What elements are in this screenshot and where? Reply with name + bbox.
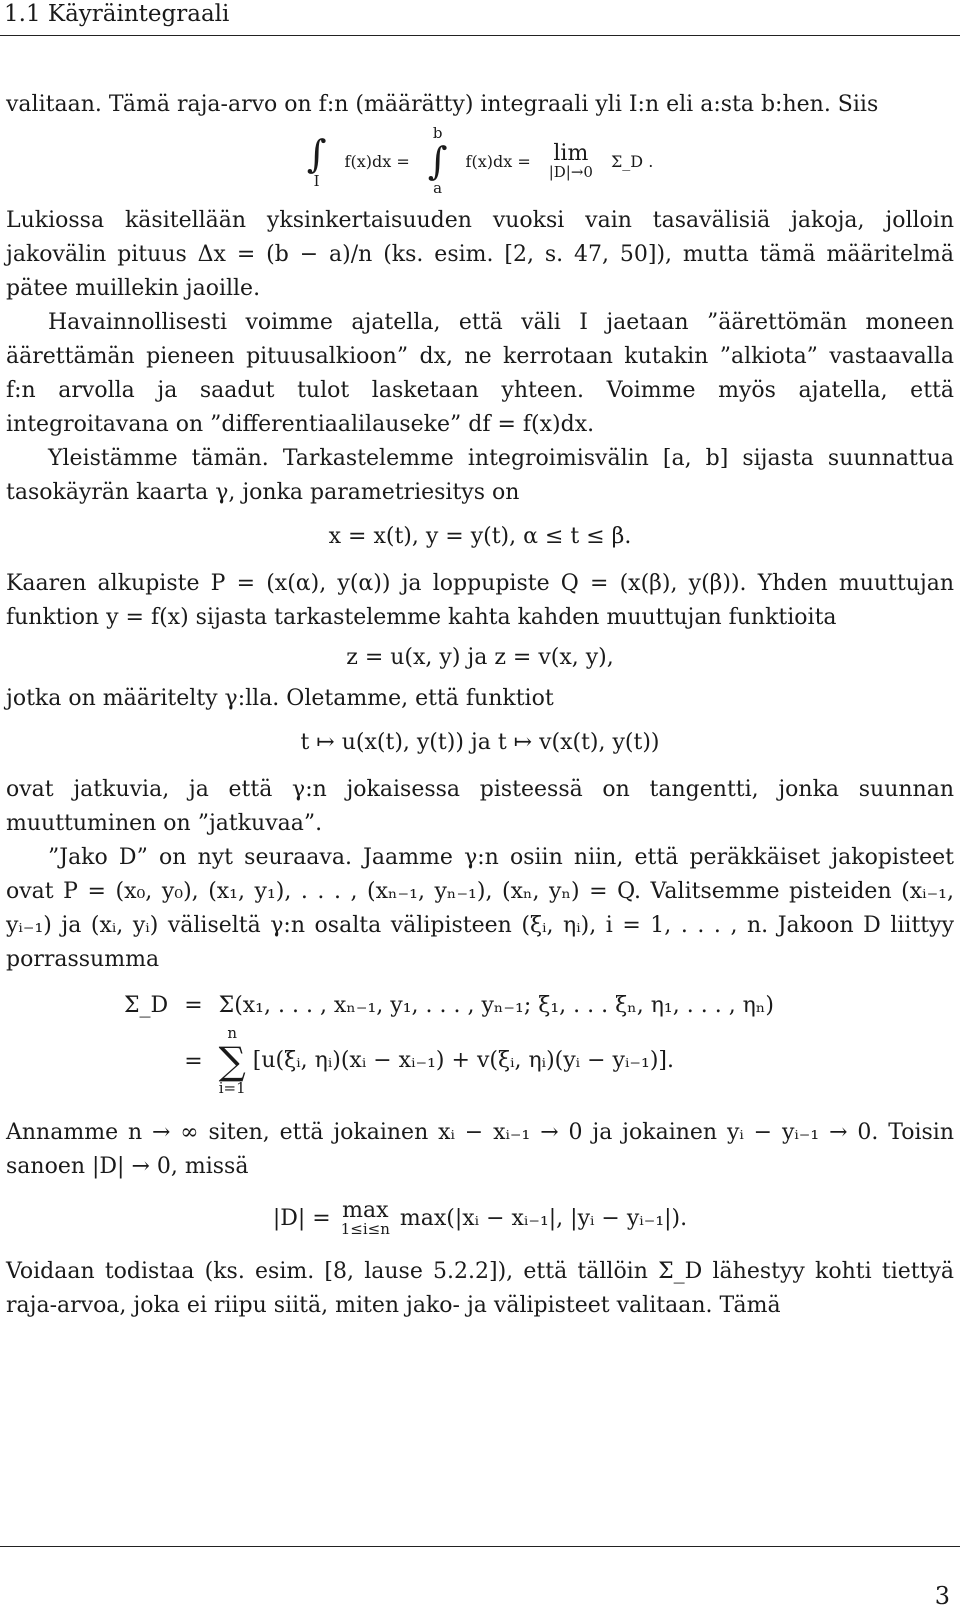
sum-body: [u(ξᵢ, ηᵢ)(xᵢ − xᵢ₋₁) + v(ξᵢ, ηᵢ)(yᵢ − yᵢ₋₁)]. <box>252 1048 674 1073</box>
norm-equation: |D| = max 1≤i≤n max(|xᵢ − xᵢ₋₁|, |yᵢ − yᵢ₋₁|). <box>272 1198 688 1238</box>
integral-sign-icon: ∫ <box>306 131 327 176</box>
integrand-2: f(x)dx = <box>465 151 531 171</box>
integral-equation <box>6 126 954 196</box>
section-title: 1.1 Käyräintegraali <box>4 1 230 27</box>
paragraph-8: ”Jako D” on nyt seuraava. Jaamme γ:n osiin niin, että peräkkäiset jakopisteet ovat P = (x₀, y₀), (x₁, y₁), . . . , (xₙ₋₁, yₙ₋₁), (xₙ, yₙ) = Q. Valitsemme pisteiden (xᵢ₋₁, yᵢ₋₁) ja (xᵢ, yᵢ) väliseltä γ:n osalta välipisteen (ξᵢ, ηᵢ), i = 1, . . . , n. Jakoon D liittyy porrassumma <box>6 845 954 972</box>
integrand-1: f(x)dx = <box>344 151 410 171</box>
paragraph-3: Havainnollisesti voimme ajatella, että väli I jaetaan ”äärettömän moneen äärettämän pieneen pituusalkioon” dx, ne kerrotaan kutakin ”alkiota” vastaavalla f:n arvolla ja saadut tulot lasketaan yhteen. Voimme myös ajatella, että integroitavana on ”differentiaalilauseke” df = f(x)dx. <box>6 310 954 437</box>
limit: lim |D|→0 <box>548 140 593 181</box>
paragraph-6: jotka on määritelty γ:lla. Oletamme, että funktiot <box>6 686 554 711</box>
sum-row-2 <box>211 1022 782 1100</box>
paragraph-10: Voidaan todistaa (ks. esim. [8, lause 5.2.2]), että tällöin Σ_D lähestyy kohti tiettyä raja-arvoa, joka ei riipu siitä, miten jako- ja välipisteet valitaan. Tämä <box>6 1259 954 1318</box>
sum-lhs: Σ_D <box>124 993 169 1018</box>
composite-functions: t ↦ u(x(t), y(t)) ja t ↦ v(x(t), y(t)) <box>300 730 660 755</box>
integral-a-to-b: b ∫ a <box>427 124 448 197</box>
equals-sign: = <box>184 993 203 1018</box>
equals-sign: = <box>184 1048 203 1074</box>
sum-row-1: Σ(x₁, . . . , xₙ₋₁, y₁, . . . , yₙ₋₁; ξ₁, . . . ξₙ, η₁, . . . , ηₙ) <box>218 993 774 1018</box>
max-operator: max 1≤i≤n <box>340 1198 390 1238</box>
paragraph-9: Annamme n → ∞ siten, että jokainen xᵢ − xᵢ₋₁ → 0 ja jokainen yᵢ − yᵢ₋₁ → 0. Toisin sanoen |D| → 0, missä <box>6 1120 954 1179</box>
functions-equation: z = u(x, y) ja z = v(x, y), <box>346 645 614 670</box>
footer-rule <box>0 1546 960 1547</box>
page-body <box>6 88 954 1323</box>
integral-sign-icon: ∫ <box>427 139 448 183</box>
paragraph-7: ovat jatkuvia, ja että γ:n jokaisessa pisteessä on tangentti, jonka suunnan muuttuminen on ”jatkuvaa”. <box>6 777 954 836</box>
running-header <box>0 0 960 36</box>
summation: n ∑ i=1 <box>218 1024 246 1097</box>
paragraph-5: Kaaren alkupiste P = (x(α), y(α)) ja loppupiste Q = (x(β), y(β)). Yhden muuttujan funktion y = f(x) sijasta tarkastelemme kahta kahden muuttujan funktioita <box>6 571 954 630</box>
paragraph-2: Lukiossa käsitellään yksinkertaisuuden vuoksi vain tasavälisiä jakoja, jolloin jakovälin pituus Δx = (b − a)/n (ks. esim. [2, s. 47, 50]), mutta tämä määritelmä pätee muillekin jaoille. <box>6 208 954 301</box>
sigma-icon: ∑ <box>218 1039 246 1083</box>
parametric-equation: x = x(t), y = y(t), α ≤ t ≤ β. <box>328 524 632 549</box>
paragraph-4: Yleistämme tämän. Tarkastelemme integroimisvälin [a, b] sijasta suunnattua tasokäyrän kaarta γ, jonka parametriesitys on <box>6 446 954 505</box>
riemann-sum: Σ_D . <box>610 151 654 171</box>
step-sum-equation <box>116 989 782 1100</box>
page-number: 3 <box>934 1582 950 1610</box>
integral-over-I: ∫ I <box>306 131 327 190</box>
paragraph-1: valitaan. Tämä raja-arvo on f:n (määrätty) integraali yli I:n eli a:sta b:hen. Siis <box>6 92 879 117</box>
